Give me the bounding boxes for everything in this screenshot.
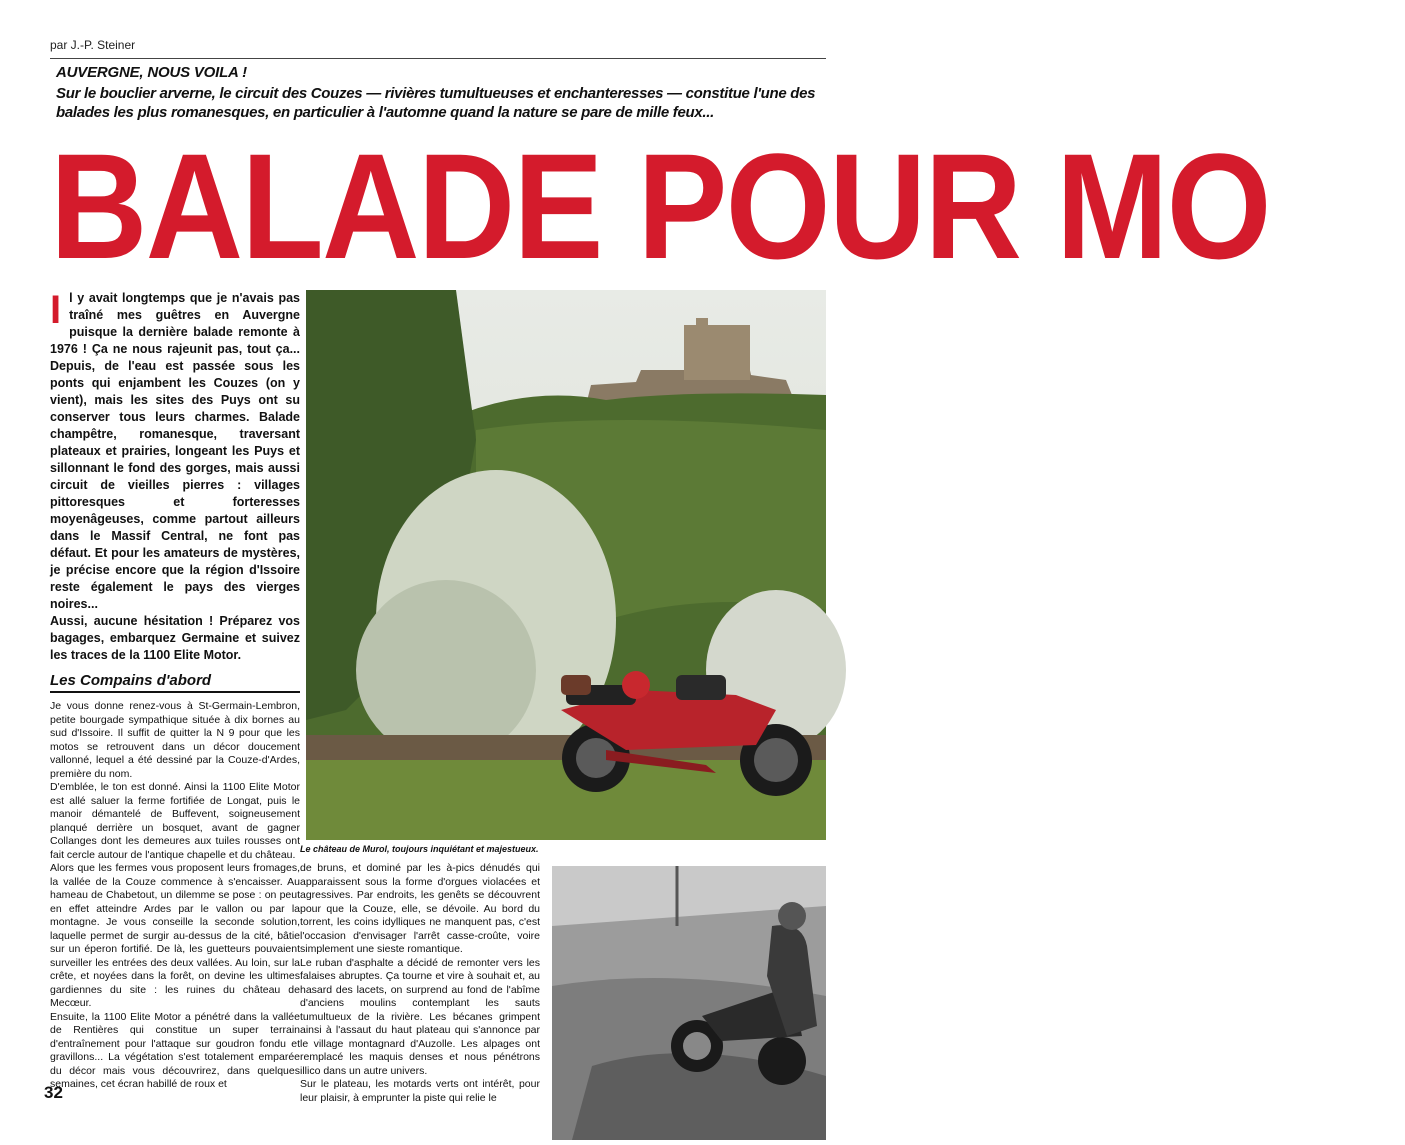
paragraph: Ensuite, la 1100 Elite Motor a pénétré dans la vallée de Rentières qui constitue un super terrain d'entraînement pour l'attaque sur goudron fondu et gravillons... La végétation s'est totalement emparée du décor mais vous découvrirez, dans quelques semaines, cet écran habillé de roux et (50, 1010, 300, 1090)
paragraph: Sur le plateau, les motards verts ont intérêt, pour leur plaisir, à emprunter la piste qui relie le (300, 1078, 540, 1104)
paragraph: Je vous donne renez-vous à St-Germain-Lembron, petite bourgade sympathique située à dix bornes au sud d'Issoire. Il suffit de quitter la N 9 pour que les motos se retrouvent dans un décor doucement vallonné, lequel a été dessiné par la Couze-d'Ardes, première du nom. (50, 700, 300, 780)
headline-text: BALADE POUR MO (50, 122, 1270, 290)
paragraph: Le ruban d'asphalte a décidé de remonter vers les falaises abruptes. Ça tourne et vire à souhait et, au hasard des lacets, on surprend au fond de l'abîme d'anciens moulins contemplant les sauts tumultueux de la rivière. Les bécanes grimpent ainsi à l'assaut du haut plateau qui s'annonce par le village montagnard d'Auzolle. Les alpages ont remplacé les maquis denses et nous pénétrons illico dans un autre univers. (300, 956, 540, 1077)
photo-castle-murol (306, 290, 826, 840)
intro-text-2: Aussi, aucune hésitation ! Préparez vos bagages, embarquez Germaine et suivez les traces de la 1100 Elite Motor. (50, 614, 300, 662)
intro-paragraph (50, 290, 300, 664)
kicker: AUVERGNE, NOUS VOILA ! (56, 64, 247, 81)
drop-cap: I (50, 288, 62, 332)
intro-text: l y avait longtemps que je n'avais pas traîné mes guêtres en Auvergne puisque la dernière balade remonte à 1976 ! Ça ne nous rajeunit pas, tout ça... Depuis, de l'eau est passée sous les ponts qui enjambent les Couzes (on y vient), mais les sites des Puys ont su conserver tous leurs charmes. Balade champêtre, romanesque, traversant plateaux et prairies, longeant les Puys et sillonnant le fond des gorges, mais aussi circuit de vieilles pierres : villages pittoresques et forteresses moyenâgeuses, comme partout ailleurs dans le Massif Central, ne font pas défaut. Et pour les amateurs de mystères, je précise encore que la région d'Issoire reste également le pays des vierges noires... (50, 291, 300, 611)
headline (50, 118, 1270, 294)
section-heading: Les Compains d'abord (50, 672, 300, 693)
deck: Sur le bouclier arverne, le circuit des Couzes — rivières tumultueuses et enchanteresses — constitue l'une des balades les plus romanesques, en particulier à l'automne quand la nature se pare de mille feux... (56, 85, 816, 121)
photo-caption: Le château de Murol, toujours inquiétant et majestueux. (300, 844, 539, 854)
castle-motorcycle-illustration (306, 290, 826, 840)
header-rule (50, 58, 826, 59)
paragraph: D'emblée, le ton est donné. Ainsi la 1100 Elite Motor est allé saluer la ferme fortifiée de Longat, puis le manoir démantelé de Buffevent, soigneusement planqué derrière un bosquet, avant de gagner Collanges dont les demeures aux tuiles rousses ont fait cercle autour de l'antique chapelle et du château. (50, 781, 300, 861)
paragraph: Alors que les fermes vous proposent leurs fromages, la vallée de la Couze commence à s'encaisser. Au hameau de Chabetout, un dilemme se pose : on peut en effet atteindre Ardes par le vallon ou par la montagne. Je vous conseille la seconde solution, laquelle permet de surgir au-dessus de la cité, bâtie sur un éperon fortifié. De là, les guetteurs pouvaient surveiller les entrées des deux vallées. Au loin, sur la crête, et noyées dans la forêt, on devine les ultimes gardiennes du site : les ruines du château de Mecœur. (50, 862, 300, 1009)
body-column-middle (300, 862, 540, 1105)
body-column-left (50, 700, 300, 1092)
paragraph: de bruns, et dominé par les à-pics dénudés qui apparaissent sous la forme d'orgues violacées et agressives. Par endroits, les genêts se découvrent pour que la Couze, elle, se dévoile. Au bord du torrent, les coins idylliques ne manquent pas, c'est l'occasion d'envisager l'arrêt casse-croûte, voire simplement une sieste romantique. (300, 862, 540, 955)
byline: par J.-P. Steiner (50, 38, 136, 52)
page-number: 32 (44, 1083, 63, 1102)
rider-trail-illustration (552, 866, 826, 1140)
photo-rider-trail (552, 866, 826, 1140)
